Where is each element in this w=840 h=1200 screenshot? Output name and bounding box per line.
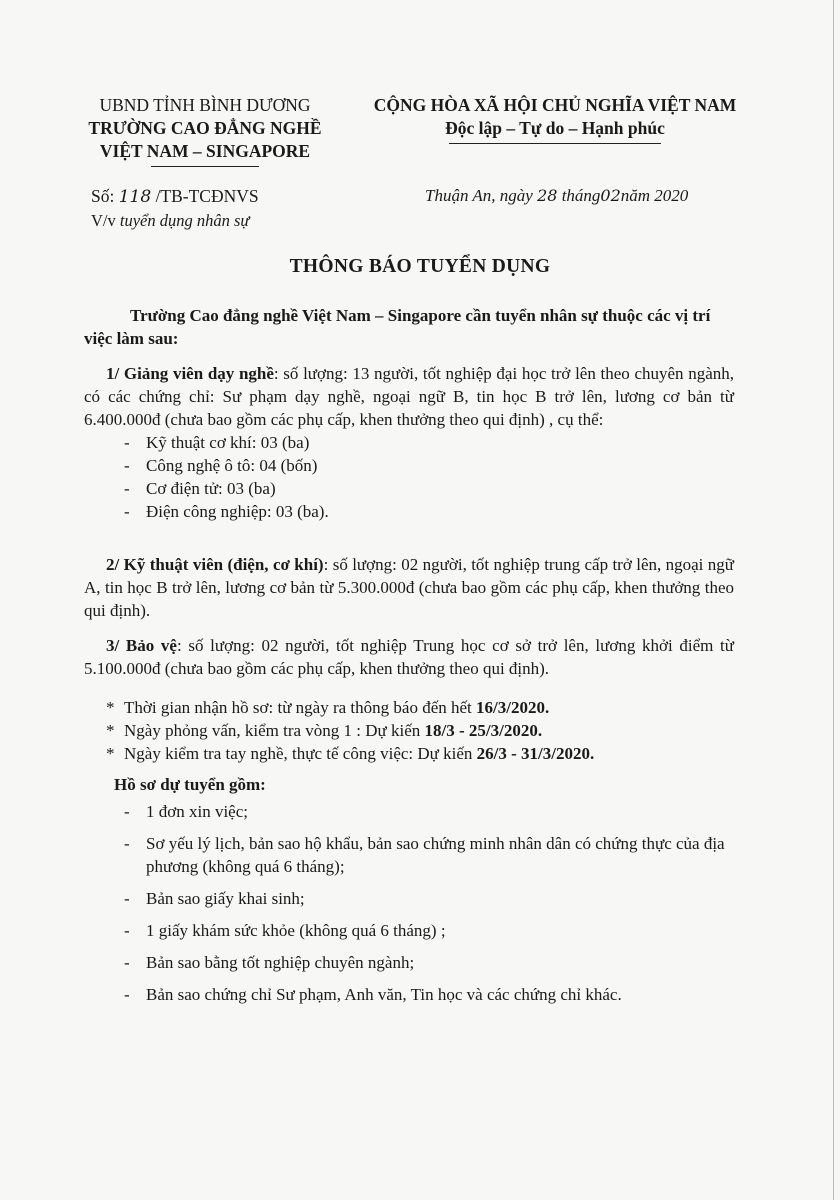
section-lecturer [84, 362, 734, 431]
lecturer-positions-list [84, 431, 734, 523]
list-item: - Công nghệ ô tô: 04 (bốn) [84, 454, 734, 477]
national-motto-block [345, 94, 765, 144]
motto-underline [449, 143, 661, 144]
list-item: - 1 đơn xin việc; [84, 800, 734, 823]
schedule-list [84, 696, 734, 765]
documents-list [84, 800, 734, 1006]
doc-number-handwritten: 118 [118, 187, 152, 207]
page-edge-line [833, 0, 834, 1200]
section-security-text: : số lượng: 02 người, tốt nghiệp Trung học cơ sở trở lên, lương khởi điểm từ 5.100.000đ (chưa bao gồm các phụ cấp, khen thưởng theo qui định). [84, 636, 734, 678]
date-month-handwritten: 02 [600, 186, 621, 205]
document-title: THÔNG BÁO TUYỂN DỤNG [289, 256, 551, 277]
document-body [84, 304, 734, 1015]
date-year: năm 2020 [620, 186, 689, 205]
section-technician [84, 553, 734, 622]
schedule-item: * Thời gian nhận hồ sơ: từ ngày ra thông báo đến hết 16/3/2020. [84, 696, 734, 719]
list-item: - Bản sao chứng chỉ Sư phạm, Anh văn, Tin học và các chứng chỉ khác. [84, 983, 734, 1006]
document-number [91, 186, 259, 207]
list-item: - Kỹ thuật cơ khí: 03 (ba) [84, 431, 734, 454]
subject-text: tuyển dụng nhân sự [119, 211, 250, 230]
subject-prefix: V/v [91, 211, 116, 230]
document-date [425, 186, 688, 206]
agency-line-2: TRƯỜNG CAO ĐẲNG NGHỀ [88, 118, 322, 138]
issuing-agency-block [70, 94, 340, 167]
list-item: - Sơ yếu lý lịch, bản sao hộ khẩu, bản sao chứng minh nhân dân có chứng thực của địa phương (không quá 6 tháng); [84, 832, 734, 878]
intro-paragraph: Trường Cao đẳng nghề Việt Nam – Singapore cần tuyển nhân sự thuộc các vị trí việc làm sau: [84, 306, 711, 348]
date-place: Thuận An, ngày [425, 186, 533, 205]
section-lecturer-label: 1/ Giảng viên dạy nghề [106, 364, 274, 383]
section-lecturer-text: : số lượng: 13 người, tốt nghiệp đại học trở lên theo chuyên ngành, có các chứng chỉ: Sư phạm dạy nghề, ngoại ngữ B, tin học B trở lên, lương cơ bản từ 6.400.000đ (chưa bao gồm các phụ cấp, khen thưởng theo qui định) , cụ thể: [84, 364, 734, 429]
list-item: - Bản sao bằng tốt nghiệp chuyên ngành; [84, 951, 734, 974]
doc-number-suffix: /TB-TCĐNVS [155, 186, 259, 206]
document-subject [91, 211, 249, 231]
agency-underline [151, 166, 259, 167]
list-item: - Bản sao giấy khai sinh; [84, 887, 734, 910]
agency-line-1: UBND TỈNH BÌNH DƯƠNG [99, 95, 311, 115]
national-title: CỘNG HÒA XÃ HỘI CHỦ NGHĨA VIỆT NAM [373, 95, 737, 115]
date-month-label: tháng [561, 186, 601, 205]
section-technician-text: : số lượng: 02 người, tốt nghiệp trung cấp trở lên, ngoại ngữ A, tin học B trở lên, lương cơ bản từ 5.300.000đ (chưa bao gồm các phụ cấp, khen thưởng theo qui định). [84, 555, 735, 620]
section-security [84, 634, 734, 680]
agency-line-3: VIỆT NAM – SINGAPORE [99, 141, 311, 161]
list-item: - Cơ điện tử: 03 (ba) [84, 477, 734, 500]
list-item: - Điện công nghiệp: 03 (ba). [84, 500, 734, 523]
date-day-handwritten: 28 [537, 186, 558, 205]
national-motto: Độc lập – Tự do – Hạnh phúc [445, 118, 665, 138]
schedule-item: * Ngày kiểm tra tay nghề, thực tế công việc: Dự kiến 26/3 - 31/3/2020. [84, 742, 734, 765]
section-technician-label: 2/ Kỹ thuật viên (điện, cơ khí) [106, 555, 324, 574]
section-security-label: 3/ Bảo vệ [106, 636, 177, 655]
documents-title: Hồ sơ dự tuyển gồm: [114, 775, 266, 794]
list-item: - 1 giấy khám sức khỏe (không quá 6 tháng) ; [84, 919, 734, 942]
schedule-item: * Ngày phỏng vấn, kiểm tra vòng 1 : Dự kiến 18/3 - 25/3/2020. [84, 719, 734, 742]
doc-number-prefix: Số: [91, 186, 115, 206]
